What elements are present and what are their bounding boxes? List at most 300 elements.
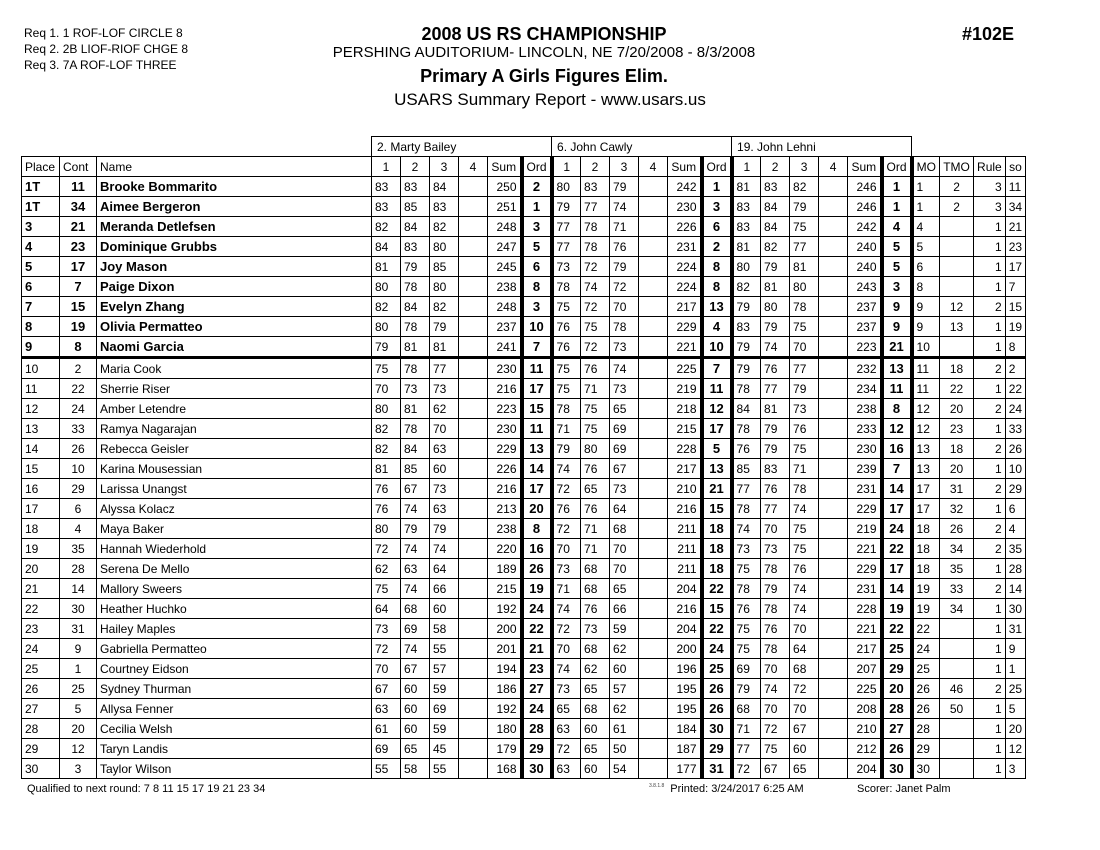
judge-3-score-1: 79 <box>732 297 761 317</box>
judge-1-ordinal: 14 <box>522 459 552 479</box>
judge-1-score-2: 58 <box>401 759 430 779</box>
judge-3-score-3: 71 <box>790 459 819 479</box>
judge-3-score-2: 75 <box>761 739 790 759</box>
judge-2-score-3: 60 <box>610 659 639 679</box>
judge-2-sum: 242 <box>668 177 702 197</box>
judge-3-ordinal: 24 <box>882 519 912 539</box>
tmo-cell: 20 <box>940 399 974 419</box>
judge-2-score-3: 73 <box>610 379 639 399</box>
judge-2-score-2: 71 <box>581 519 610 539</box>
judge-3-ordinal: 1 <box>882 177 912 197</box>
judge-1-score-2: 79 <box>401 519 430 539</box>
judge-1-score-2: 84 <box>401 217 430 237</box>
judge-1-score-2: 74 <box>401 539 430 559</box>
judge-1-score-4 <box>459 358 488 379</box>
mo-cell: 1 <box>912 197 940 217</box>
place-cell: 25 <box>22 659 60 679</box>
judge-2-sum: 215 <box>668 419 702 439</box>
judge-2-sum: 217 <box>668 297 702 317</box>
judge-1-score-1: 70 <box>372 659 401 679</box>
judge-1-score-3: 62 <box>430 399 459 419</box>
judge-2-score-1: 74 <box>552 659 581 679</box>
contestant-number-cell: 6 <box>60 499 97 519</box>
judge-3-ordinal: 17 <box>882 559 912 579</box>
judge-2-sum: 184 <box>668 719 702 739</box>
judge-1-score-1: 76 <box>372 499 401 519</box>
tmo-cell <box>940 759 974 779</box>
judge-1-score-1: 63 <box>372 699 401 719</box>
result-row <box>22 619 1026 639</box>
judge-3-score-2: 76 <box>761 358 790 379</box>
judge-1-score-4 <box>459 739 488 759</box>
judge-3-ordinal: 22 <box>882 539 912 559</box>
judge-1-sum: 248 <box>488 297 522 317</box>
contestant-number-cell: 8 <box>60 337 97 358</box>
judge-3-sum: 246 <box>848 177 882 197</box>
mo-cell: 26 <box>912 699 940 719</box>
rule-cell: 1 <box>974 337 1006 358</box>
judge-2-score-3: 67 <box>610 459 639 479</box>
contestant-number-cell: 2 <box>60 358 97 379</box>
judge-3-score-2: 84 <box>761 217 790 237</box>
skater-name-cell: Joy Mason <box>97 257 372 277</box>
so-cell: 6 <box>1005 499 1025 519</box>
result-row <box>22 277 1026 297</box>
skater-name-cell: Taylor Wilson <box>97 759 372 779</box>
skater-name-cell: Maya Baker <box>97 519 372 539</box>
so-cell: 21 <box>1005 217 1025 237</box>
judge-2-score-3: 62 <box>610 699 639 719</box>
judge-3-score-1: 78 <box>732 379 761 399</box>
mo-cell: 19 <box>912 599 940 619</box>
judge-2-ordinal: 18 <box>702 519 732 539</box>
skater-name-cell: Courtney Eidson <box>97 659 372 679</box>
result-row <box>22 379 1026 399</box>
place-cell: 30 <box>22 759 60 779</box>
judge-3-ordinal: 28 <box>882 699 912 719</box>
so-cell: 24 <box>1005 399 1025 419</box>
judge-1-sum: 248 <box>488 217 522 237</box>
tmo-cell: 46 <box>940 679 974 699</box>
judge-1-sum: 229 <box>488 439 522 459</box>
judge-1-score-2: 60 <box>401 679 430 699</box>
judge-1-ordinal: 22 <box>522 619 552 639</box>
result-row <box>22 459 1026 479</box>
judge-3-score-2: 83 <box>761 459 790 479</box>
judge-3-score-4 <box>819 579 848 599</box>
result-row <box>22 539 1026 559</box>
judge-3-score-1: 81 <box>732 237 761 257</box>
judge-1-ordinal: 29 <box>522 739 552 759</box>
col-place: Place <box>22 157 60 177</box>
judge-2-score-1: 80 <box>552 177 581 197</box>
judge-1-sum: 251 <box>488 197 522 217</box>
judge-3-ordinal: 8 <box>882 399 912 419</box>
judge-1-score-3: 83 <box>430 197 459 217</box>
judge-2-score-1: 70 <box>552 539 581 559</box>
judge-2-score-1: 72 <box>552 619 581 639</box>
judge-3-score-3: 72 <box>790 679 819 699</box>
judge-2-score-2: 62 <box>581 659 610 679</box>
judge-3-ordinal: 13 <box>882 358 912 379</box>
judge-1-score-1: 80 <box>372 399 401 419</box>
rule-cell: 1 <box>974 659 1006 679</box>
judge-1-sum: 194 <box>488 659 522 679</box>
rule-cell: 1 <box>974 317 1006 337</box>
judge-1-score-3: 63 <box>430 499 459 519</box>
judge-2-score-2: 68 <box>581 559 610 579</box>
judge-1-score-4 <box>459 679 488 699</box>
rule-cell: 2 <box>974 679 1006 699</box>
judge-2-score-1: 76 <box>552 317 581 337</box>
judge-1-sum: 180 <box>488 719 522 739</box>
judge-2-sum: 195 <box>668 679 702 699</box>
contestant-number-cell: 22 <box>60 379 97 399</box>
judge-3-score-1: 80 <box>732 257 761 277</box>
so-cell: 28 <box>1005 559 1025 579</box>
judge-1-score-3: 57 <box>430 659 459 679</box>
judge-2-score-3: 65 <box>610 399 639 419</box>
judge-1-score-3: 80 <box>430 277 459 297</box>
judge-1-score-4 <box>459 197 488 217</box>
contestant-number-cell: 17 <box>60 257 97 277</box>
judge-2-sum: 218 <box>668 399 702 419</box>
so-cell: 4 <box>1005 519 1025 539</box>
skater-name-cell: Mallory Sweers <box>97 579 372 599</box>
judge-1-sum: 189 <box>488 559 522 579</box>
judge-3-score-1: 84 <box>732 399 761 419</box>
judge-1-sum: 216 <box>488 479 522 499</box>
judge-1-score-3: 82 <box>430 217 459 237</box>
judge-2-sum: 195 <box>668 699 702 719</box>
judge-2-ordinal: 22 <box>702 619 732 639</box>
judge-3-sum: 221 <box>848 539 882 559</box>
rule-cell: 1 <box>974 639 1006 659</box>
judge-3-score-4 <box>819 739 848 759</box>
judge-2-ordinal: 22 <box>702 579 732 599</box>
mo-cell: 29 <box>912 739 940 759</box>
judge-3-ordinal: 4 <box>882 217 912 237</box>
judge-3-score-2: 70 <box>761 699 790 719</box>
contestant-number-cell: 12 <box>60 739 97 759</box>
judge-3-score-3: 82 <box>790 177 819 197</box>
so-cell: 3 <box>1005 759 1025 779</box>
judge-2-score-1: 63 <box>552 759 581 779</box>
judge-2-ordinal: 2 <box>702 237 732 257</box>
judge-3-score-3: 74 <box>790 579 819 599</box>
judge-1-ordinal: 24 <box>522 699 552 719</box>
judge-3-ordinal: 30 <box>882 759 912 779</box>
judge-1-sum: 245 <box>488 257 522 277</box>
mo-cell: 12 <box>912 399 940 419</box>
judge-3-score-3: 80 <box>790 277 819 297</box>
place-cell: 29 <box>22 739 60 759</box>
mo-cell: 6 <box>912 257 940 277</box>
so-cell: 26 <box>1005 439 1025 459</box>
judge-3-score-4 <box>819 379 848 399</box>
contestant-number-cell: 26 <box>60 439 97 459</box>
judge-2-sum: 229 <box>668 317 702 337</box>
judge-3-score-4 <box>819 297 848 317</box>
tmo-cell: 2 <box>940 197 974 217</box>
judge-2-ordinal: 7 <box>702 358 732 379</box>
mo-cell: 8 <box>912 277 940 297</box>
judge-1-ordinal: 23 <box>522 659 552 679</box>
place-cell: 10 <box>22 358 60 379</box>
judge-2-ordinal: 13 <box>702 297 732 317</box>
skater-name-cell: Hailey Maples <box>97 619 372 639</box>
judge-2-score-2: 68 <box>581 699 610 719</box>
judge-2-score-2: 76 <box>581 599 610 619</box>
place-cell: 28 <box>22 719 60 739</box>
judge-2-ordinal: 1 <box>702 177 732 197</box>
so-cell: 8 <box>1005 337 1025 358</box>
col-j3-1: 1 <box>732 157 761 177</box>
judge-2-score-1: 76 <box>552 337 581 358</box>
judge-3-score-1: 74 <box>732 519 761 539</box>
skater-name-cell: Amber Letendre <box>97 399 372 419</box>
judge-3-ordinal: 27 <box>882 719 912 739</box>
judge-1-score-1: 84 <box>372 237 401 257</box>
rule-cell: 1 <box>974 559 1006 579</box>
contestant-number-cell: 24 <box>60 399 97 419</box>
judge-3-score-4 <box>819 479 848 499</box>
judge-2-score-1: 72 <box>552 519 581 539</box>
col-j1-sum: Sum <box>488 157 522 177</box>
col-j3-4: 4 <box>819 157 848 177</box>
judge-3-score-4 <box>819 699 848 719</box>
judge-3-score-2: 70 <box>761 659 790 679</box>
skater-name-cell: Alyssa Kolacz <box>97 499 372 519</box>
judge-2-score-2: 71 <box>581 539 610 559</box>
tmo-cell: 18 <box>940 439 974 459</box>
tmo-cell: 35 <box>940 559 974 579</box>
judge-3-score-2: 74 <box>761 679 790 699</box>
col-name: Name <box>97 157 372 177</box>
skater-name-cell: Olivia Permatteo <box>97 317 372 337</box>
requirement-3: Req 3. 7A ROF-LOF THREE <box>24 58 177 72</box>
judge-3-score-1: 76 <box>732 599 761 619</box>
result-row <box>22 499 1026 519</box>
judge-1-sum: 216 <box>488 379 522 399</box>
judge-1-score-4 <box>459 479 488 499</box>
rule-cell: 2 <box>974 439 1006 459</box>
version-mark: 3.8.1.8 <box>649 783 665 790</box>
judge-1-score-1: 80 <box>372 317 401 337</box>
judge-2-ordinal: 5 <box>702 439 732 459</box>
requirement-2: Req 2. 2B LIOF-RIOF CHGE 8 <box>24 42 189 56</box>
judge-3-sum: 243 <box>848 277 882 297</box>
rule-cell: 1 <box>974 379 1006 399</box>
tmo-cell: 20 <box>940 459 974 479</box>
judge-2-score-4 <box>639 459 668 479</box>
judge-2-score-3: 70 <box>610 559 639 579</box>
judge-1-ordinal: 7 <box>522 337 552 358</box>
judge-3-sum: 225 <box>848 679 882 699</box>
judge-3-sum: 223 <box>848 337 882 358</box>
judge-2-ordinal: 30 <box>702 719 732 739</box>
judge-1-score-4 <box>459 277 488 297</box>
judge-3-score-4 <box>819 177 848 197</box>
judge-1-score-4 <box>459 217 488 237</box>
so-cell: 29 <box>1005 479 1025 499</box>
judge-3-score-1: 69 <box>732 659 761 679</box>
judge-2-score-3: 59 <box>610 619 639 639</box>
judge-1-score-2: 60 <box>401 699 430 719</box>
judge-1-ordinal: 24 <box>522 599 552 619</box>
judge-1-ordinal: 21 <box>522 639 552 659</box>
judge-2-ordinal: 3 <box>702 197 732 217</box>
so-cell: 31 <box>1005 619 1025 639</box>
contestant-number-cell: 35 <box>60 539 97 559</box>
rule-cell: 2 <box>974 539 1006 559</box>
judge-2-score-4 <box>639 177 668 197</box>
contestant-number-cell: 34 <box>60 197 97 217</box>
rule-cell: 1 <box>974 277 1006 297</box>
judge-2-ordinal: 17 <box>702 419 732 439</box>
judge-1-ordinal: 11 <box>522 358 552 379</box>
judge-1-score-4 <box>459 659 488 679</box>
mo-cell: 13 <box>912 439 940 459</box>
judge-1-sum: 226 <box>488 459 522 479</box>
place-cell: 23 <box>22 619 60 639</box>
tmo-cell: 22 <box>940 379 974 399</box>
result-row <box>22 639 1026 659</box>
judge-2-sum: 226 <box>668 217 702 237</box>
mo-cell: 19 <box>912 579 940 599</box>
col-j1-1: 1 <box>372 157 401 177</box>
judge-2-score-4 <box>639 539 668 559</box>
judge-1-score-2: 63 <box>401 559 430 579</box>
judge-1-sum: 241 <box>488 337 522 358</box>
judge-3-score-2: 76 <box>761 479 790 499</box>
result-row <box>22 177 1026 197</box>
rule-cell: 3 <box>974 197 1006 217</box>
tmo-cell <box>940 277 974 297</box>
place-cell: 21 <box>22 579 60 599</box>
mo-cell: 4 <box>912 217 940 237</box>
judge-3-score-4 <box>819 539 848 559</box>
result-row <box>22 419 1026 439</box>
judge-3-name: 19. John Lehni <box>732 137 912 157</box>
judge-2-sum: 211 <box>668 559 702 579</box>
judge-2-score-3: 61 <box>610 719 639 739</box>
contestant-number-cell: 30 <box>60 599 97 619</box>
judge-1-score-4 <box>459 619 488 639</box>
judge-3-ordinal: 26 <box>882 739 912 759</box>
judge-3-score-2: 78 <box>761 639 790 659</box>
mo-cell: 9 <box>912 317 940 337</box>
col-j1-2: 2 <box>401 157 430 177</box>
judge-2-sum: 216 <box>668 499 702 519</box>
judge-1-sum: 179 <box>488 739 522 759</box>
skater-name-cell: Sydney Thurman <box>97 679 372 699</box>
judge-1-score-3: 69 <box>430 699 459 719</box>
judge-2-score-4 <box>639 217 668 237</box>
judge-3-score-4 <box>819 559 848 579</box>
judge-2-name: 6. John Cawly <box>552 137 732 157</box>
col-j2-2: 2 <box>581 157 610 177</box>
judge-1-score-3: 45 <box>430 739 459 759</box>
judge-1-ordinal: 6 <box>522 257 552 277</box>
judge-3-score-1: 75 <box>732 559 761 579</box>
tmo-cell <box>940 719 974 739</box>
result-row <box>22 297 1026 317</box>
tmo-cell <box>940 639 974 659</box>
place-cell: 11 <box>22 379 60 399</box>
judge-2-score-4 <box>639 579 668 599</box>
judge-3-score-3: 76 <box>790 559 819 579</box>
judge-2-score-4 <box>639 479 668 499</box>
judge-1-ordinal: 28 <box>522 719 552 739</box>
judge-3-score-4 <box>819 519 848 539</box>
tmo-cell: 32 <box>940 499 974 519</box>
judge-2-score-3: 64 <box>610 499 639 519</box>
judge-3-score-2: 79 <box>761 317 790 337</box>
judge-1-score-3: 85 <box>430 257 459 277</box>
tmo-cell: 23 <box>940 419 974 439</box>
judge-3-score-3: 75 <box>790 217 819 237</box>
judge-1-score-3: 60 <box>430 459 459 479</box>
judge-1-ordinal: 13 <box>522 439 552 459</box>
judge-2-score-1: 79 <box>552 197 581 217</box>
judge-2-score-1: 75 <box>552 379 581 399</box>
tmo-cell <box>940 739 974 759</box>
judge-3-score-1: 83 <box>732 217 761 237</box>
judge-1-score-2: 83 <box>401 177 430 197</box>
so-cell: 7 <box>1005 277 1025 297</box>
judge-1-score-3: 77 <box>430 358 459 379</box>
judge-1-score-2: 69 <box>401 619 430 639</box>
judge-3-sum: 230 <box>848 439 882 459</box>
skater-name-cell: Dominique Grubbs <box>97 237 372 257</box>
contestant-number-cell: 11 <box>60 177 97 197</box>
place-cell: 19 <box>22 539 60 559</box>
column-header-row <box>22 157 1026 177</box>
skater-name-cell: Cecilia Welsh <box>97 719 372 739</box>
judge-1-score-1: 76 <box>372 479 401 499</box>
judge-3-score-1: 78 <box>732 579 761 599</box>
so-cell: 33 <box>1005 419 1025 439</box>
judge-1-ordinal: 16 <box>522 539 552 559</box>
judge-2-score-3: 50 <box>610 739 639 759</box>
scorer-name: Scorer: Janet Palm <box>857 783 951 795</box>
result-row <box>22 699 1026 719</box>
so-cell: 2 <box>1005 358 1025 379</box>
judge-2-sum: 211 <box>668 519 702 539</box>
mo-cell: 18 <box>912 519 940 539</box>
judge-1-score-1: 72 <box>372 539 401 559</box>
place-cell: 5 <box>22 257 60 277</box>
judge-3-score-1: 73 <box>732 539 761 559</box>
judge-1-sum: 238 <box>488 277 522 297</box>
contestant-number-cell: 5 <box>60 699 97 719</box>
mo-cell: 11 <box>912 358 940 379</box>
mo-cell: 24 <box>912 639 940 659</box>
judge-3-score-3: 70 <box>790 337 819 358</box>
judge-1-ordinal: 11 <box>522 419 552 439</box>
contestant-number-cell: 33 <box>60 419 97 439</box>
judge-1-ordinal: 1 <box>522 197 552 217</box>
tmo-cell: 34 <box>940 599 974 619</box>
judge-2-score-3: 69 <box>610 439 639 459</box>
col-j2-sum: Sum <box>668 157 702 177</box>
judge-3-score-3: 64 <box>790 639 819 659</box>
judge-1-score-2: 74 <box>401 639 430 659</box>
judge-2-ordinal: 24 <box>702 639 732 659</box>
col-j2-4: 4 <box>639 157 668 177</box>
judge-1-ordinal: 19 <box>522 579 552 599</box>
